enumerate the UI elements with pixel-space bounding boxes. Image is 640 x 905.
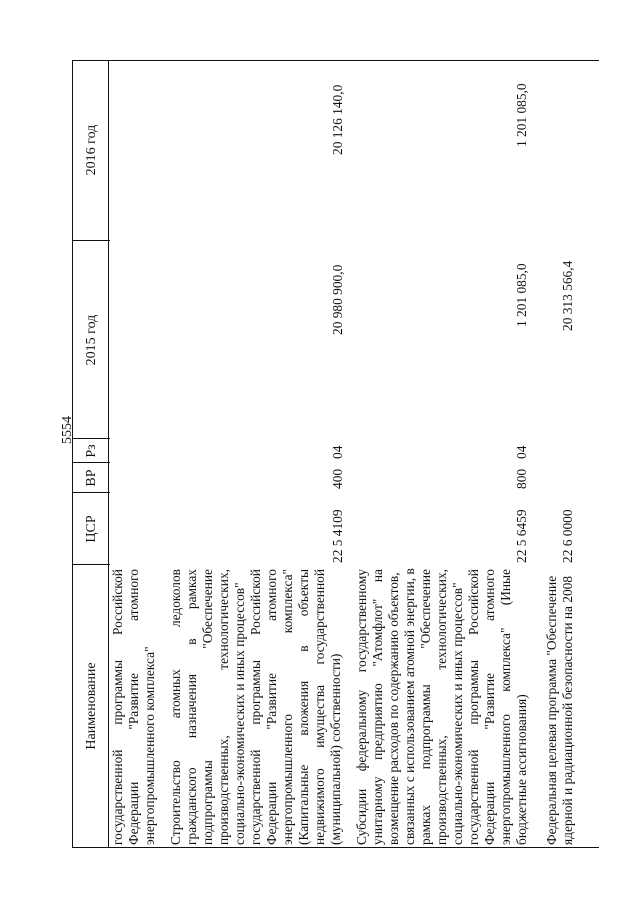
name-word: назначения bbox=[184, 673, 199, 739]
name-word: социально-экономических и иных процессов" bbox=[232, 582, 247, 845]
name-word: атомного bbox=[482, 569, 497, 621]
name-word: атомных bbox=[168, 669, 183, 719]
name-line bbox=[418, 569, 434, 845]
name-word: программы bbox=[466, 659, 481, 725]
name-word: в bbox=[296, 645, 311, 652]
name-word: программы bbox=[110, 659, 125, 725]
name-word: Российской bbox=[110, 569, 125, 636]
name-line bbox=[434, 569, 450, 845]
name-line bbox=[482, 569, 498, 845]
name-word: Российской bbox=[248, 569, 263, 636]
name-word: рамках bbox=[418, 804, 433, 845]
name-word: ледоколов bbox=[168, 569, 183, 628]
row-vr-2: 800 bbox=[514, 468, 529, 489]
name-word: производственных, bbox=[434, 735, 449, 845]
row-name-3 bbox=[544, 569, 576, 845]
row-csr-3: 22 6 0000 bbox=[560, 509, 575, 563]
name-word: программы bbox=[248, 659, 263, 725]
name-word: энергопромышленного комплекса" bbox=[142, 646, 157, 845]
name-line bbox=[354, 569, 370, 845]
name-line bbox=[402, 569, 418, 845]
name-word: комплекса" bbox=[280, 569, 295, 634]
name-word: объекты bbox=[296, 569, 311, 617]
header-2016: 2016 год bbox=[83, 124, 99, 176]
page-number: 5554 bbox=[60, 416, 75, 444]
row-vr-1: 400 bbox=[330, 468, 345, 489]
name-line bbox=[514, 569, 530, 845]
name-line bbox=[110, 569, 126, 845]
row-2015-2: 1 201 085,0 bbox=[514, 263, 529, 327]
name-line bbox=[560, 569, 576, 845]
header-rz: Рз bbox=[83, 444, 99, 458]
row-name-0 bbox=[110, 569, 158, 845]
name-word: Российской bbox=[466, 569, 481, 636]
name-word: ядерной и радиационной безопасности на 2008 bbox=[560, 575, 575, 845]
row-name-2 bbox=[354, 569, 530, 845]
name-line bbox=[142, 569, 158, 845]
name-word: атомного bbox=[264, 569, 279, 621]
name-word: бюджетные ассигнования) bbox=[514, 694, 529, 845]
name-line bbox=[168, 569, 184, 845]
name-word: унитарному bbox=[370, 776, 385, 845]
name-word: технологических, bbox=[216, 569, 231, 670]
name-word: "Обеспечение bbox=[200, 569, 215, 649]
name-line bbox=[216, 569, 232, 845]
name-word: на bbox=[370, 569, 385, 583]
name-line bbox=[200, 569, 216, 845]
name-word: (муниципальной) собственности) bbox=[328, 653, 343, 845]
name-word: "Развитие bbox=[482, 673, 497, 730]
row-rz-2: 04 bbox=[514, 445, 529, 459]
name-word: производственных, bbox=[216, 735, 231, 845]
name-word: атомного bbox=[126, 569, 141, 621]
name-word: Субсидии bbox=[354, 788, 369, 845]
name-line bbox=[544, 569, 560, 845]
row-2016-2: 1 201 085,0 bbox=[514, 83, 529, 147]
name-word: государственной bbox=[110, 749, 125, 845]
name-word: государственному bbox=[354, 569, 369, 673]
name-line bbox=[126, 569, 142, 845]
name-line bbox=[498, 569, 514, 845]
header-csr: ЦСР bbox=[83, 515, 99, 543]
name-word: энергопромышленного bbox=[280, 714, 295, 845]
name-word: Федеральная целевая программа "Обеспечение bbox=[544, 575, 559, 845]
name-word: гражданского bbox=[184, 767, 199, 845]
name-line bbox=[232, 569, 248, 845]
header-2015: 2015 год bbox=[83, 314, 99, 366]
name-word: (Иные bbox=[498, 569, 513, 606]
name-word: возмещение расходов по содержанию объектов, bbox=[386, 572, 401, 845]
table-body bbox=[108, 60, 599, 848]
name-line bbox=[312, 569, 328, 845]
row-2015-1: 20 980 900,0 bbox=[330, 264, 345, 335]
row-csr-1: 22 5 4109 bbox=[330, 509, 345, 563]
name-word: Федерации bbox=[482, 781, 497, 845]
name-line bbox=[328, 569, 344, 845]
name-word: Строительство bbox=[168, 760, 183, 845]
name-word: связанных с использованием атомной энергии, в bbox=[402, 568, 417, 845]
name-word: в bbox=[184, 638, 199, 645]
name-word: "Развитие bbox=[126, 673, 141, 730]
row-rz-1: 04 bbox=[330, 445, 345, 459]
name-word: комплекса" bbox=[498, 627, 513, 692]
name-line bbox=[450, 569, 466, 845]
name-line bbox=[248, 569, 264, 845]
header-vr: ВР bbox=[83, 469, 99, 487]
name-word: Федерации bbox=[264, 781, 279, 845]
name-word: "Обеспечение bbox=[418, 569, 433, 649]
header-name: Наименование bbox=[83, 662, 99, 750]
row-2016-1: 20 126 140,0 bbox=[330, 84, 345, 155]
name-word: государственной bbox=[312, 569, 327, 665]
name-word: технологических, bbox=[434, 569, 449, 670]
name-word: предприятию bbox=[370, 683, 385, 760]
name-line bbox=[280, 569, 296, 845]
name-word: государственной bbox=[248, 749, 263, 845]
name-word: федеральному bbox=[354, 689, 369, 772]
name-word: рамках bbox=[184, 569, 199, 610]
row-csr-2: 22 5 6459 bbox=[514, 509, 529, 563]
name-line bbox=[296, 569, 312, 845]
name-line bbox=[264, 569, 280, 845]
name-line bbox=[370, 569, 386, 845]
name-word: Федерации bbox=[126, 781, 141, 845]
name-word: подпрограммы bbox=[200, 760, 215, 845]
table-header-row bbox=[72, 60, 109, 848]
name-word: имущества bbox=[312, 684, 327, 748]
name-word: энергопромышленного bbox=[498, 714, 513, 845]
name-word: государственной bbox=[466, 749, 481, 845]
name-line bbox=[386, 569, 402, 845]
name-word: "Атомфлот" bbox=[370, 598, 385, 667]
budget-table bbox=[72, 60, 599, 848]
name-word: (Капитальные bbox=[296, 764, 311, 845]
name-word: социально-экономических и иных процессов" bbox=[450, 582, 465, 845]
name-word: подпрограммы bbox=[418, 684, 433, 770]
name-word: "Развитие bbox=[264, 673, 279, 730]
name-line bbox=[466, 569, 482, 845]
name-word: недвижимого bbox=[312, 768, 327, 845]
row-name-1 bbox=[168, 569, 344, 845]
name-line bbox=[184, 569, 200, 845]
name-word: вложения bbox=[296, 680, 311, 736]
row-2015-3: 20 313 566,4 bbox=[560, 260, 575, 331]
